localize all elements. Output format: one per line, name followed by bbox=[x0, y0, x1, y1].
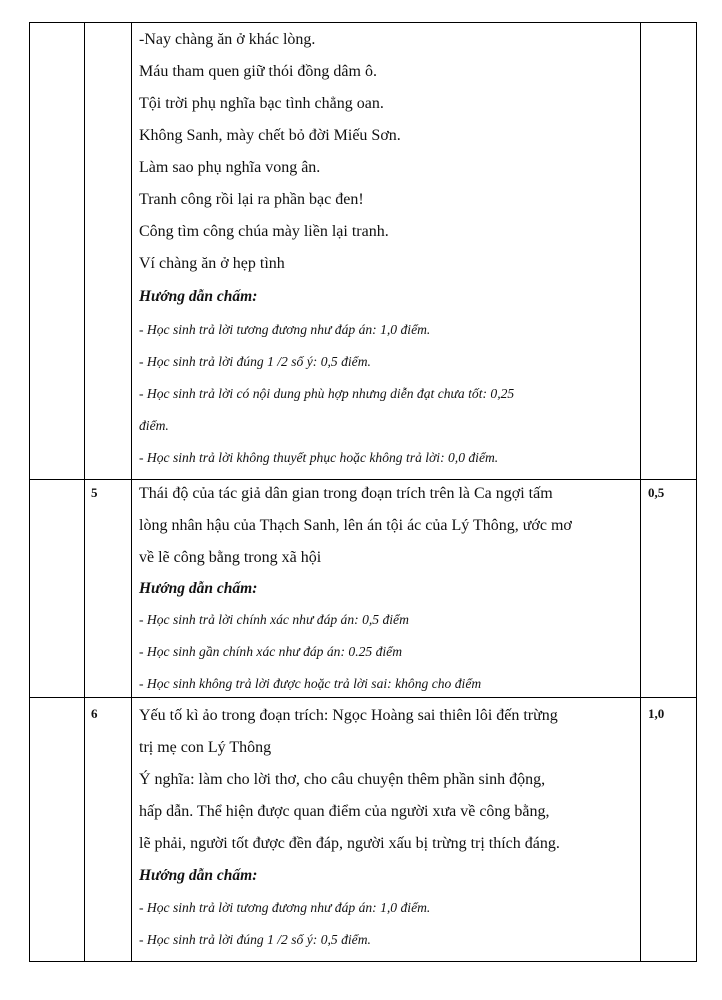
grading-guide-line: - Học sinh trả lời có nội dung phù hợp nhưng diễn đạt chưa tốt: 0,25 bbox=[139, 386, 515, 401]
answer-line: trị mẹ con Lý Thông bbox=[139, 739, 272, 756]
grading-guide-line: điểm. bbox=[139, 418, 169, 433]
answer-line: Không Sanh, mày chết bỏ đời Miếu Sơn. bbox=[139, 127, 401, 144]
table-border-top bbox=[29, 22, 697, 23]
row-divider bbox=[29, 697, 697, 698]
answer-line: Tội trời phụ nghĩa bạc tình chẳng oan. bbox=[139, 95, 384, 112]
row-divider bbox=[29, 479, 697, 480]
column-divider bbox=[131, 22, 132, 962]
answer-line: Công tìm công chúa mày liền lại tranh. bbox=[139, 223, 389, 240]
question-number: 5 bbox=[91, 485, 98, 500]
grading-guide-line: - Học sinh trả lời chính xác như đáp án: 0,5 điểm bbox=[139, 612, 409, 627]
grading-guide-title: Hướng dẫn chấm: bbox=[139, 580, 258, 597]
column-divider bbox=[29, 22, 30, 962]
grading-guide-line: - Học sinh trả lời đúng 1 /2 số ý: 0,5 điểm. bbox=[139, 354, 371, 369]
answer-line: Ví chàng ăn ở hẹp tình bbox=[139, 255, 285, 272]
answer-line: về lẽ công bằng trong xã hội bbox=[139, 549, 322, 566]
answer-line: Ý nghĩa: làm cho lời thơ, cho câu chuyện thêm phần sinh động, bbox=[139, 771, 546, 788]
grading-guide-line: - Học sinh không trả lời được hoặc trả lời sai: không cho điểm bbox=[139, 676, 482, 691]
answer-line: Tranh công rồi lại ra phần bạc đen! bbox=[139, 191, 364, 208]
answer-line: lòng nhân hậu của Thạch Sanh, lên án tội ác của Lý Thông, ước mơ bbox=[139, 517, 572, 534]
answer-line: -Nay chàng ăn ở khác lòng. bbox=[139, 31, 316, 48]
answer-line: Làm sao phụ nghĩa vong ân. bbox=[139, 159, 321, 176]
grading-guide-title: Hướng dẫn chấm: bbox=[139, 867, 258, 884]
answer-line: Yếu tố kì ảo trong đoạn trích: Ngọc Hoàng sai thiên lôi đến trừng bbox=[139, 707, 558, 724]
column-divider bbox=[640, 22, 641, 962]
column-divider bbox=[84, 22, 85, 962]
question-score: 0,5 bbox=[648, 485, 665, 500]
grading-guide-line: - Học sinh trả lời tương đương như đáp án: 1,0 điểm. bbox=[139, 322, 431, 337]
grading-guide-title: Hướng dẫn chấm: bbox=[139, 288, 258, 305]
answer-line: Máu tham quen giữ thói đồng dâm ô. bbox=[139, 63, 377, 80]
grading-guide-line: - Học sinh gần chính xác như đáp án: 0.25 điểm bbox=[139, 644, 403, 659]
question-number: 6 bbox=[91, 706, 98, 721]
question-score: 1,0 bbox=[648, 706, 665, 721]
table-border-bottom bbox=[29, 961, 697, 962]
grading-guide-line: - Học sinh trả lời đúng 1 /2 số ý: 0,5 điểm. bbox=[139, 932, 371, 947]
answer-line: lẽ phải, người tốt được đền đáp, người xấu bị trừng trị thích đáng. bbox=[139, 835, 560, 852]
grading-guide-line: - Học sinh trả lời tương đương như đáp án: 1,0 điểm. bbox=[139, 900, 431, 915]
column-divider bbox=[696, 22, 697, 962]
answer-line: hấp dẫn. Thể hiện được quan điểm của người xưa về công bằng, bbox=[139, 803, 550, 820]
answer-line: Thái độ của tác giả dân gian trong đoạn trích trên là Ca ngợi tấm bbox=[139, 485, 553, 502]
grading-guide-line: - Học sinh trả lời không thuyết phục hoặc không trả lời: 0,0 điểm. bbox=[139, 450, 499, 465]
